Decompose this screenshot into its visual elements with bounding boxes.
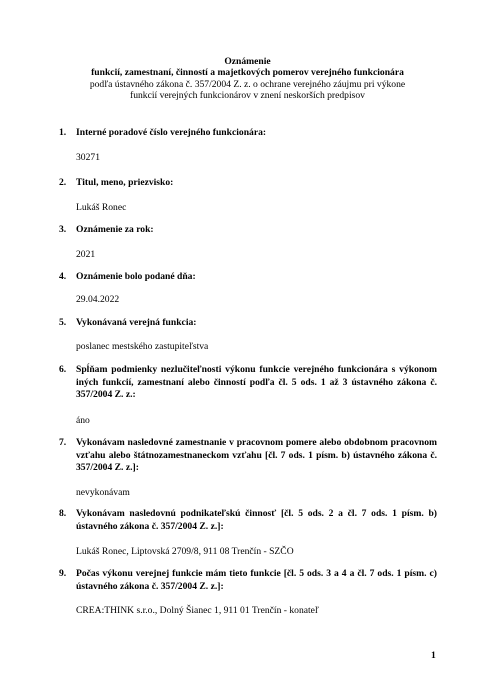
document-title: Oznámenie (224, 56, 271, 67)
item-5-question: 5. Vykonávaná verejná funkcia: (59, 317, 197, 328)
item-9-answer: CREA:THINK s.r.o., Dolný Šianec 1, 911 01 Trenčín - konateľ (76, 605, 319, 616)
item-1-number: 1. (59, 127, 67, 138)
item-6 (59, 364, 437, 402)
document-header (0, 56, 495, 102)
item-2-number: 2. (59, 177, 67, 188)
item-6-question: 6. Spĺňam podmienky nezlučiteľnosti výkonu funkcie verejného funkcionára s výkonom iných funkcií, zamestnaní alebo činností podľa čl. 5 ods. 1 až 3 ústavného zákona č. 357/2004 Z. z.: (59, 364, 437, 400)
item-7-question: 7. Vykonávam nasledovné zamestnanie v pracovnom pomere alebo obdobnom pracovnom vzťahu alebo štátnozamestnaneckom vzťahu [čl. 7 ods. 1 písm. b) ústavného zákona č. 357/2004 Z. z.]: (59, 437, 437, 473)
item-3-number: 3. (59, 224, 67, 235)
item-6-number: 6. (59, 364, 67, 375)
item-4-number: 4. (59, 271, 67, 282)
item-3-question: 3. Oznámenie za rok: (59, 224, 154, 235)
item-3 (59, 224, 437, 237)
item-8-question: 8. Vykonávam nasledovnú podnikateľskú činnosť [čl. 5 ods. 2 a čl. 7 ods. 1 písm. b) ústavného zákona č. 357/2004 Z. z.]: (59, 508, 437, 532)
item-5-answer: poslanec mestského zastupiteľstva (76, 341, 209, 352)
page-number: 1 (431, 650, 436, 661)
item-4-question: 4. Oznámenie bolo podané dňa: (59, 271, 196, 282)
item-1-question: 1. Interné poradové číslo verejného funkcionára: (59, 127, 267, 138)
item-2-question: 2. Titul, meno, priezvisko: (59, 177, 174, 188)
item-8-answer: Lukáš Ronec, Liptovská 2709/8, 911 08 Trenčín - SZČO (76, 546, 294, 557)
item-3-answer: 2021 (76, 249, 96, 260)
document-legal-basis: podľa ústavného zákona č. 357/2004 Z. z. o ochrane verejného záujmu pri výkone (89, 78, 406, 90)
item-5 (59, 317, 437, 330)
document-legal-basis-cont: funkcií verejných funkcionárov v znení neskorších predpisov (130, 90, 365, 102)
item-9-question: 9. Počas výkonu verejnej funkcie mám tieto funkcie [čl. 5 ods. 3 a 4 a čl. 7 ods. 1 písm. c) ústavného zákona č. 357/2004 Z. z.]: (59, 568, 437, 592)
item-4 (59, 271, 437, 284)
document-subtitle: funkcií, zamestnaní, činností a majetkových pomerov verejného funkcionára (91, 67, 404, 79)
item-9 (59, 568, 437, 593)
item-1 (59, 127, 437, 140)
item-2 (59, 177, 437, 190)
item-7-number: 7. (59, 437, 67, 448)
item-9-number: 9. (59, 568, 67, 579)
item-8-number: 8. (59, 508, 67, 519)
item-4-answer: 29.04.2022 (76, 294, 120, 305)
item-8 (59, 508, 437, 533)
item-6-answer: áno (76, 415, 90, 426)
item-5-number: 5. (59, 317, 67, 328)
item-7-answer: nevykonávam (76, 487, 130, 498)
item-2-answer: Lukáš Ronec (76, 202, 127, 213)
item-7 (59, 437, 437, 475)
item-1-answer: 30271 (76, 152, 100, 163)
